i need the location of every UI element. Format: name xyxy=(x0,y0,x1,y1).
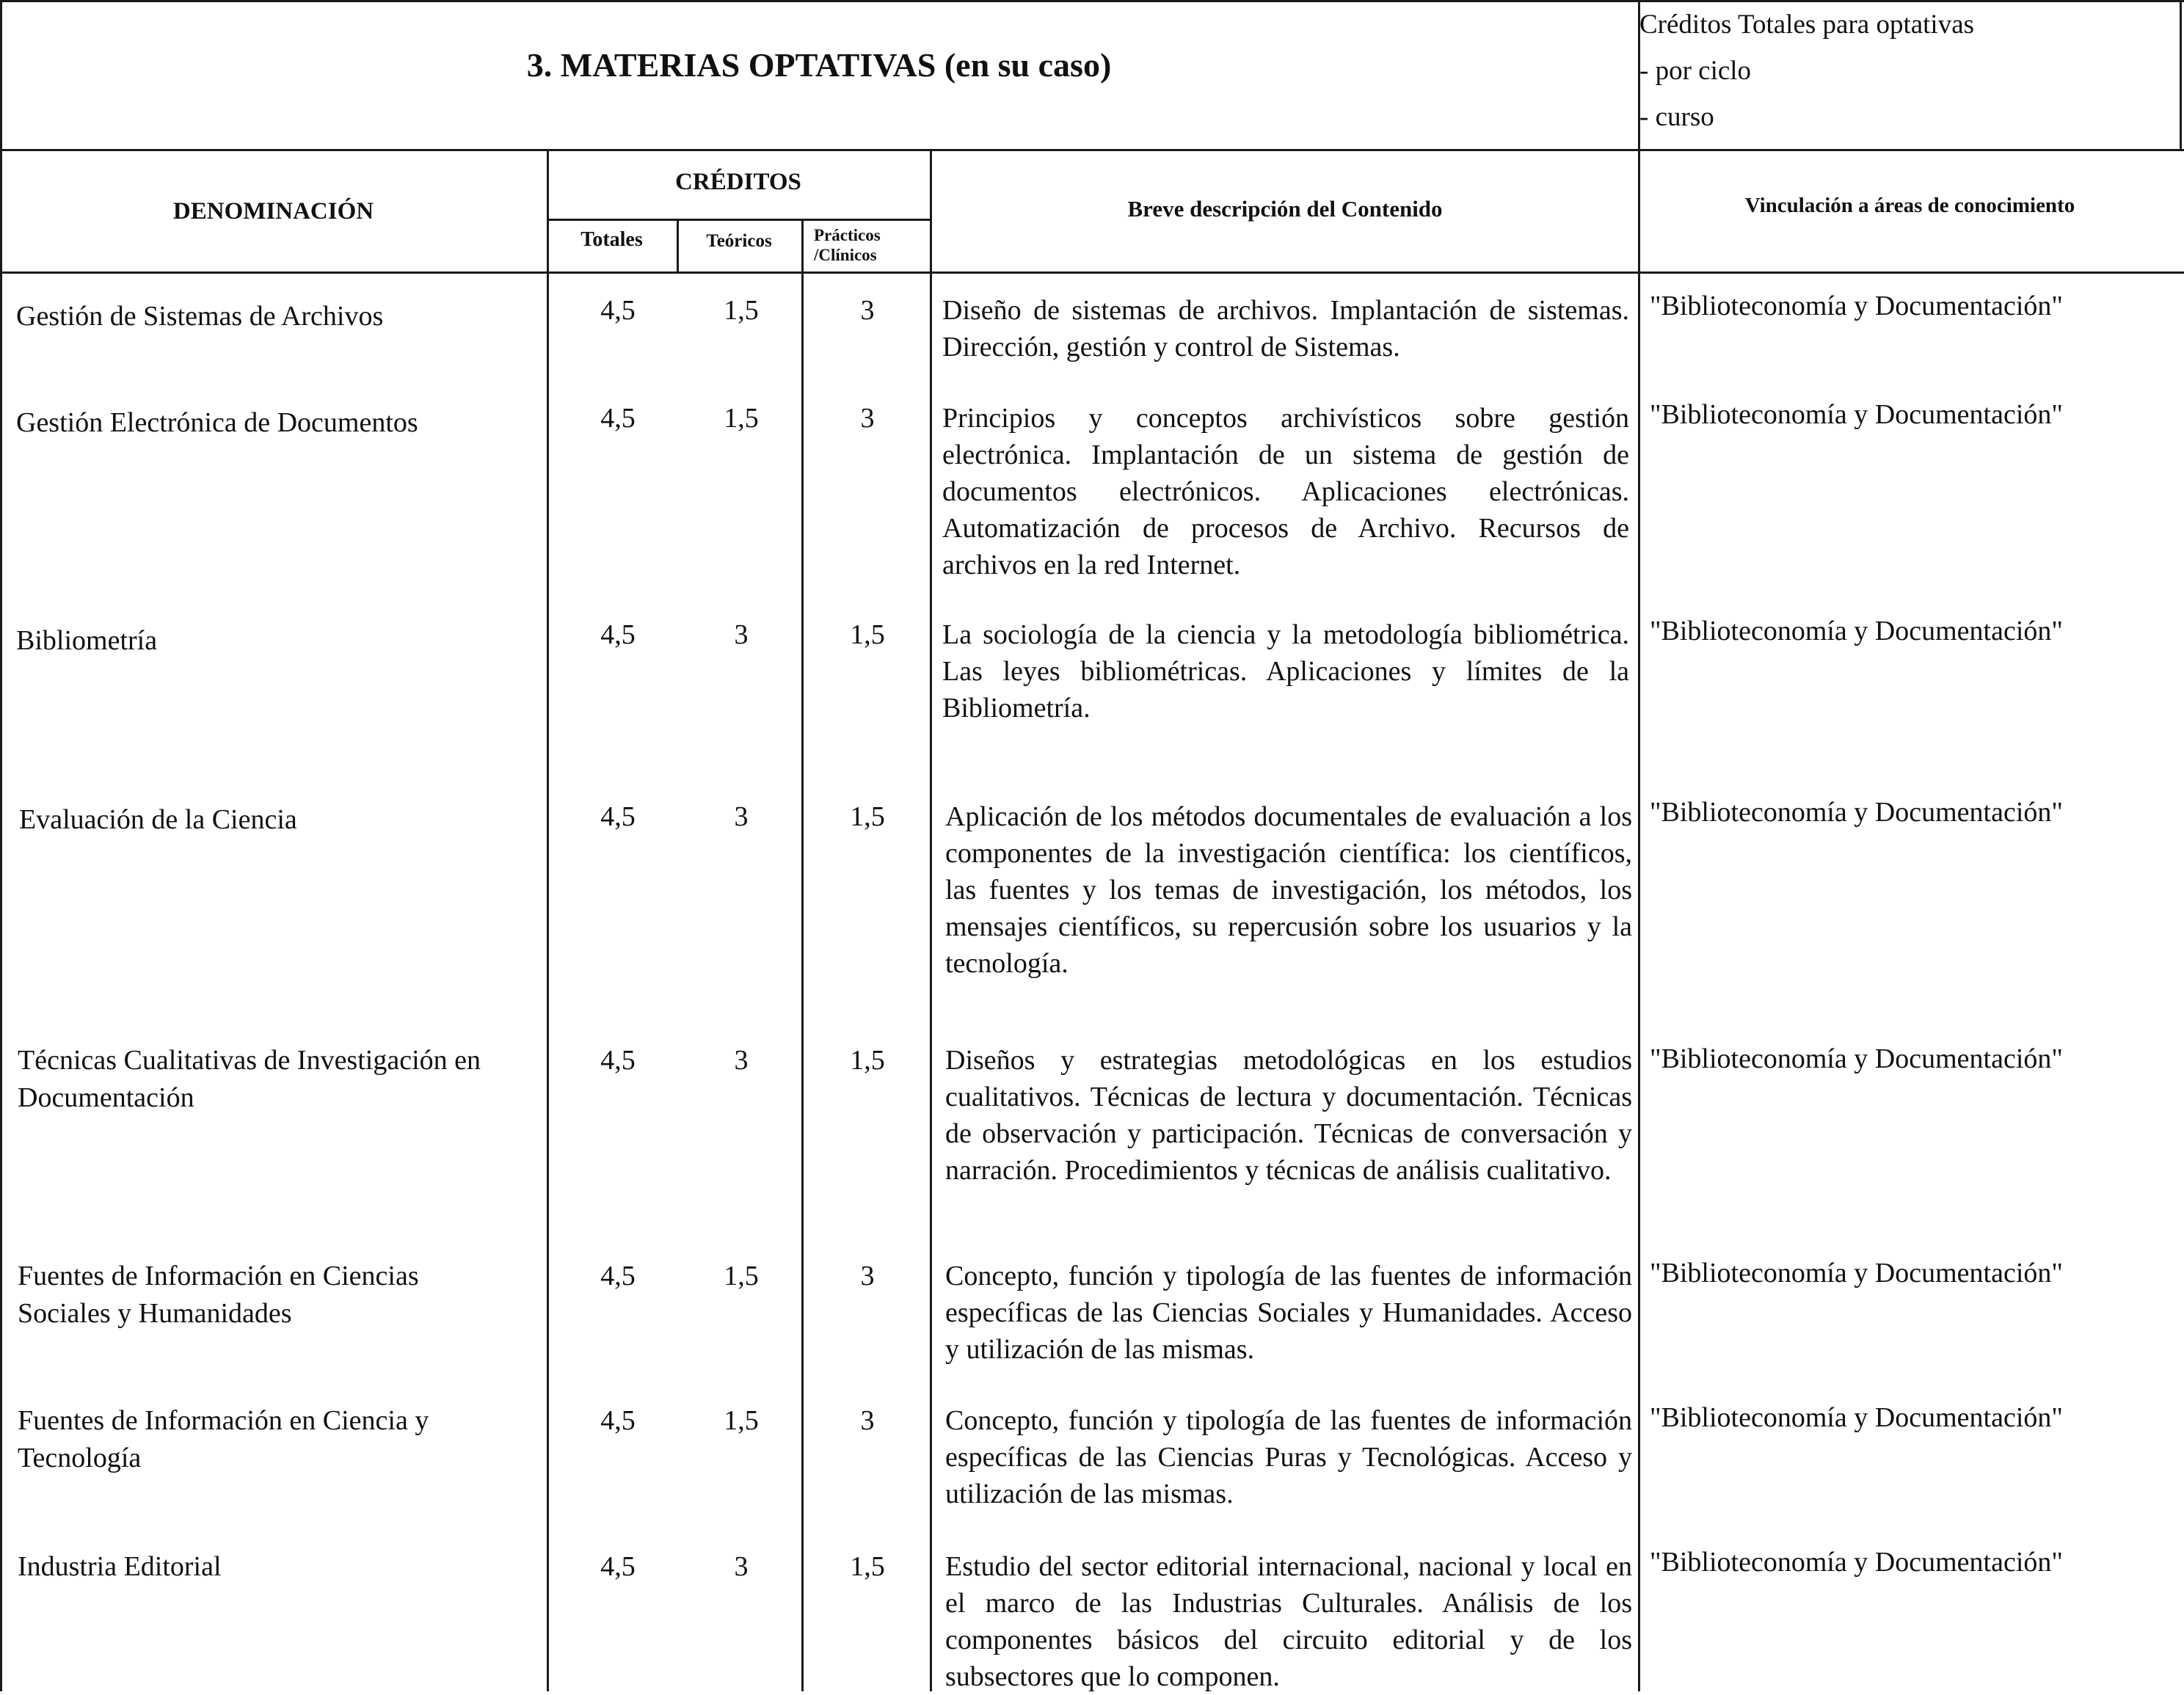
credits-teoricos: 3 xyxy=(734,1551,749,1582)
rule-col-teoricos xyxy=(801,219,804,1691)
curso-label: - curso xyxy=(1639,102,1714,132)
rule-right xyxy=(2180,0,2182,149)
credits-practicos: 1,5 xyxy=(850,619,885,650)
rule-creditos-split xyxy=(547,219,930,221)
header-practicos xyxy=(804,225,930,265)
credits-practicos: 3 xyxy=(860,403,875,434)
credits-practicos: 1,5 xyxy=(850,801,885,832)
credits-totales: 4,5 xyxy=(600,1261,636,1291)
knowledge-area: "Biblioteconomía y Documentación" xyxy=(1650,291,2063,321)
credits-totales: 4,5 xyxy=(600,295,636,326)
credits-teoricos: 1,5 xyxy=(724,1405,759,1436)
subject-description: Estudio del sector editorial internacional, nacional y local en el marco de las Industrias Culturales. Análisis de los componentes básicos del circuito editorial y de los subsectores que lo componen. xyxy=(945,1551,1632,1692)
knowledge-area: "Biblioteconomía y Documentación" xyxy=(1650,797,2063,828)
subject-name: Fuentes de Información en Ciencia y Tecnología xyxy=(18,1405,429,1473)
rule-col-practicos xyxy=(930,149,932,1691)
credits-totales: 4,5 xyxy=(600,1405,636,1436)
knowledge-area: "Biblioteconomía y Documentación" xyxy=(1650,399,2063,430)
subject-description: Diseños y estrategias metodológicas en los estudios cualitativos. Técnicas de lectura y documentación. Técnicas de observación y participación. Técnicas de conversación y narración. Procedimientos y técnicas de análisis cualitativo. xyxy=(945,1045,1632,1186)
credits-teoricos: 3 xyxy=(734,801,749,832)
subject-name: Bibliometría xyxy=(16,625,158,656)
knowledge-area: "Biblioteconomía y Documentación" xyxy=(1650,1402,2063,1433)
rule-below-title xyxy=(0,149,2184,151)
knowledge-area: "Biblioteconomía y Documentación" xyxy=(1650,616,2063,646)
subject-name: Industria Editorial xyxy=(18,1551,222,1582)
credits-totales: 4,5 xyxy=(600,1045,636,1076)
header-descripcion: Breve descripción del Contenido xyxy=(1127,196,1443,222)
por-ciclo-label: - por ciclo xyxy=(1639,56,1752,86)
subject-description: Principios y conceptos archivísticos sobre gestión electrónica. Implantación de un sistema de gestión de documentos electrónicos. Aplicaciones electrónicas. Automatización de procesos de Archivo. Recursos de archivos en la red Internet. xyxy=(942,403,1629,580)
header-denominacion: DENOMINACIÓN xyxy=(172,198,374,225)
subject-description: La sociología de la ciencia y la metodología bibliométrica. Las leyes bibliométricas. Aplicaciones y límites de la Bibliometría. xyxy=(942,619,1629,723)
credits-totales: 4,5 xyxy=(600,1551,636,1582)
optativas-credits-box xyxy=(1639,1,1974,140)
page-title: 3. MATERIAS OPTATIVAS (en su caso) xyxy=(526,46,1112,84)
rule-col-descripcion xyxy=(1638,0,1640,1691)
optativas-credits-label: Créditos Totales para optativas xyxy=(1639,10,1975,40)
credits-practicos: 3 xyxy=(860,295,875,326)
subject-description: Aplicación de los métodos documentales de evaluación a los componentes de la investigación científica: los científicos, las fuentes y los temas de investigación, los métodos, los mensajes científicos, su repercusión sobre los usuarios y la tecnología. xyxy=(945,801,1632,979)
rule-left xyxy=(0,0,2,1691)
subject-name: Técnicas Cualitativas de Investigación en Documentación xyxy=(18,1045,481,1113)
subject-description: Concepto, función y tipología de las fuentes de información específicas de las Ciencias Puras y Tecnológicas. Acceso y utilización de las mismas. xyxy=(945,1405,1632,1509)
credits-teoricos: 1,5 xyxy=(724,403,759,434)
header-vinculacion: Vinculación a áreas de conocimiento xyxy=(1744,194,2075,217)
subject-name: Evaluación de la Ciencia xyxy=(19,804,297,835)
credits-totales: 4,5 xyxy=(600,619,636,650)
header-totales: Totales xyxy=(580,228,643,251)
subject-name: Gestión de Sistemas de Archivos xyxy=(16,301,384,332)
header-practicos-line2: /Clínicos xyxy=(814,246,877,264)
knowledge-area: "Biblioteconomía y Documentación" xyxy=(1650,1547,2063,1578)
header-practicos-line1: Prácticos xyxy=(814,226,881,244)
header-teoricos: Teóricos xyxy=(706,231,772,251)
knowledge-area: "Biblioteconomía y Documentación" xyxy=(1650,1043,2063,1074)
rule-col-denominacion xyxy=(547,149,549,1691)
subject-name: Fuentes de Información en Ciencias Sociales y Humanidades xyxy=(18,1261,419,1329)
credits-teoricos: 1,5 xyxy=(724,295,759,326)
credits-practicos: 1,5 xyxy=(850,1045,885,1076)
credits-totales: 4,5 xyxy=(600,403,636,434)
credits-teoricos: 3 xyxy=(734,1045,749,1076)
knowledge-area: "Biblioteconomía y Documentación" xyxy=(1650,1258,2063,1288)
credits-teoricos: 3 xyxy=(734,619,749,650)
credits-teoricos: 1,5 xyxy=(724,1261,759,1291)
credits-practicos: 1,5 xyxy=(850,1551,885,1582)
rule-below-header xyxy=(0,271,2184,274)
credits-practicos: 3 xyxy=(860,1261,875,1291)
subject-name: Gestión Electrónica de Documentos xyxy=(16,407,418,438)
header-creditos: CRÉDITOS xyxy=(675,169,801,195)
subject-description: Diseño de sistemas de archivos. Implantación de sistemas. Dirección, gestión y control de Sistemas. xyxy=(942,295,1629,362)
credits-practicos: 3 xyxy=(860,1405,875,1436)
subject-description: Concepto, función y tipología de las fuentes de información específicas de las Ciencias Sociales y Humanidades. Acceso y utilización de las mismas. xyxy=(945,1261,1632,1365)
credits-totales: 4,5 xyxy=(600,801,636,832)
